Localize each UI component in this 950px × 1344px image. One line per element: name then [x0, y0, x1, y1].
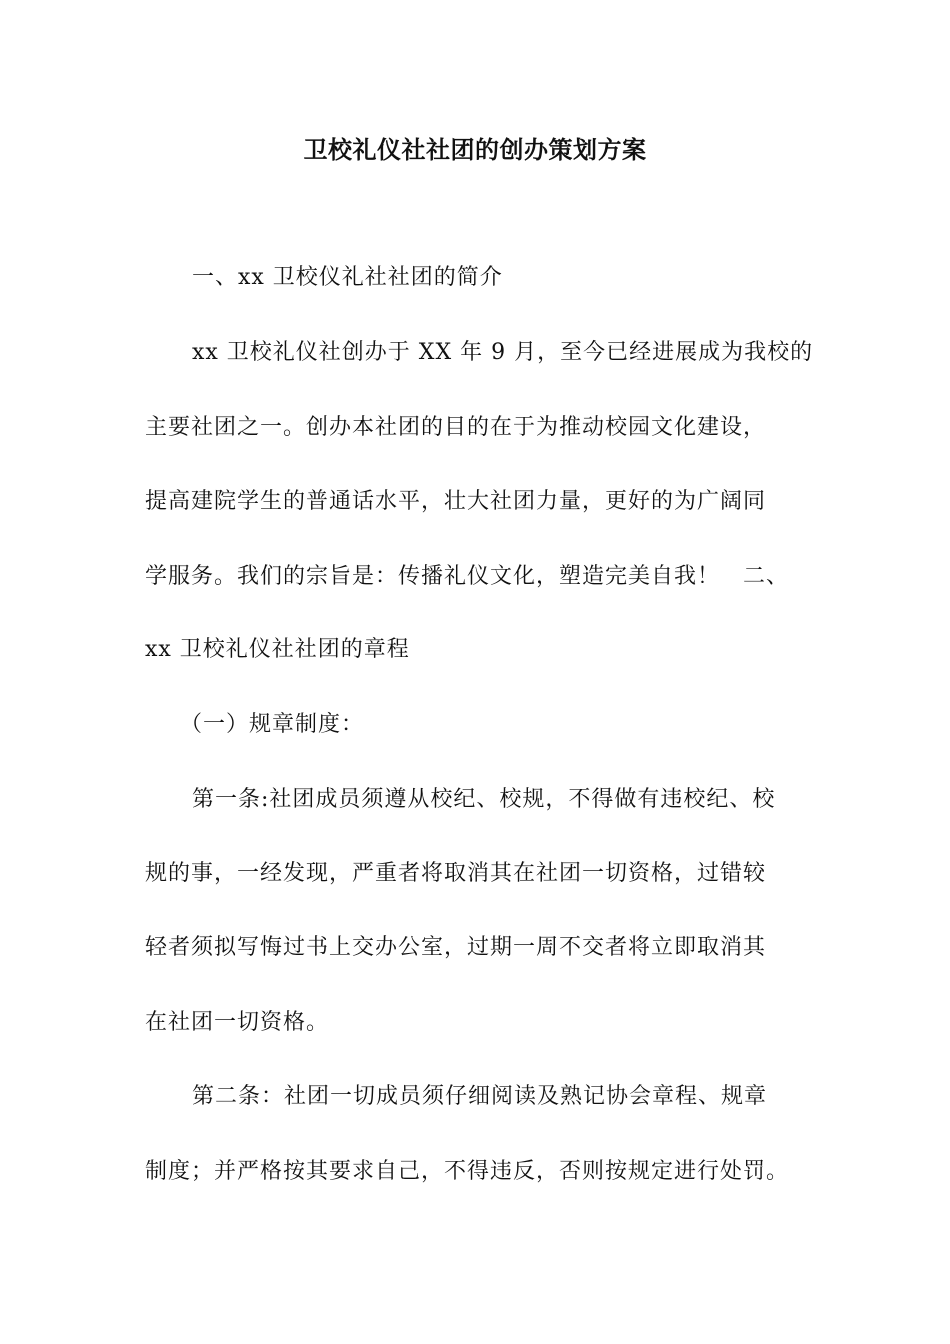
document-title: 卫校礼仪社社团的创办策划方案: [303, 136, 647, 164]
paragraph-line: 轻者须拟写悔过书上交办公室，过期一周不交者将立即取消其: [145, 935, 767, 960]
paragraph-line: xx 卫校礼仪社创办于 XX 年 9 月，至今已经进展成为我校的: [192, 340, 814, 365]
paragraph-line: 在社团一切资格。: [145, 1010, 330, 1035]
section-heading-charter: xx 卫校礼仪社社团的章程: [145, 637, 410, 662]
paragraph-line: 规的事，一经发现，严重者将取消其在社团一切资格，过错较: [145, 861, 767, 886]
paragraph-line: 第一条:社团成员须遵从校纪、校规，不得做有违校纪、校: [192, 787, 776, 812]
paragraph-line: 制度；并严格按其要求自己，不得违反，否则按规定进行处罚。: [145, 1159, 790, 1184]
paragraph-line: 第二条：社团一切成员须仔细阅读及熟记协会章程、规章: [192, 1084, 768, 1109]
section-heading-intro: 一、xx 卫校仪礼社社团的简介: [192, 265, 503, 290]
paragraph-line: 提高建院学生的普通话水平，壮大社团力量，更好的为广阔同: [145, 489, 767, 514]
paragraph-line: 主要社团之一。创办本社团的目的在于为推动校园文化建设，: [145, 415, 767, 440]
subsection-heading-rules: （一）规章制度：: [180, 712, 365, 737]
paragraph-line: 学服务。我们的宗旨是：传播礼仪文化，塑造完美自我！ 二、: [145, 564, 790, 589]
